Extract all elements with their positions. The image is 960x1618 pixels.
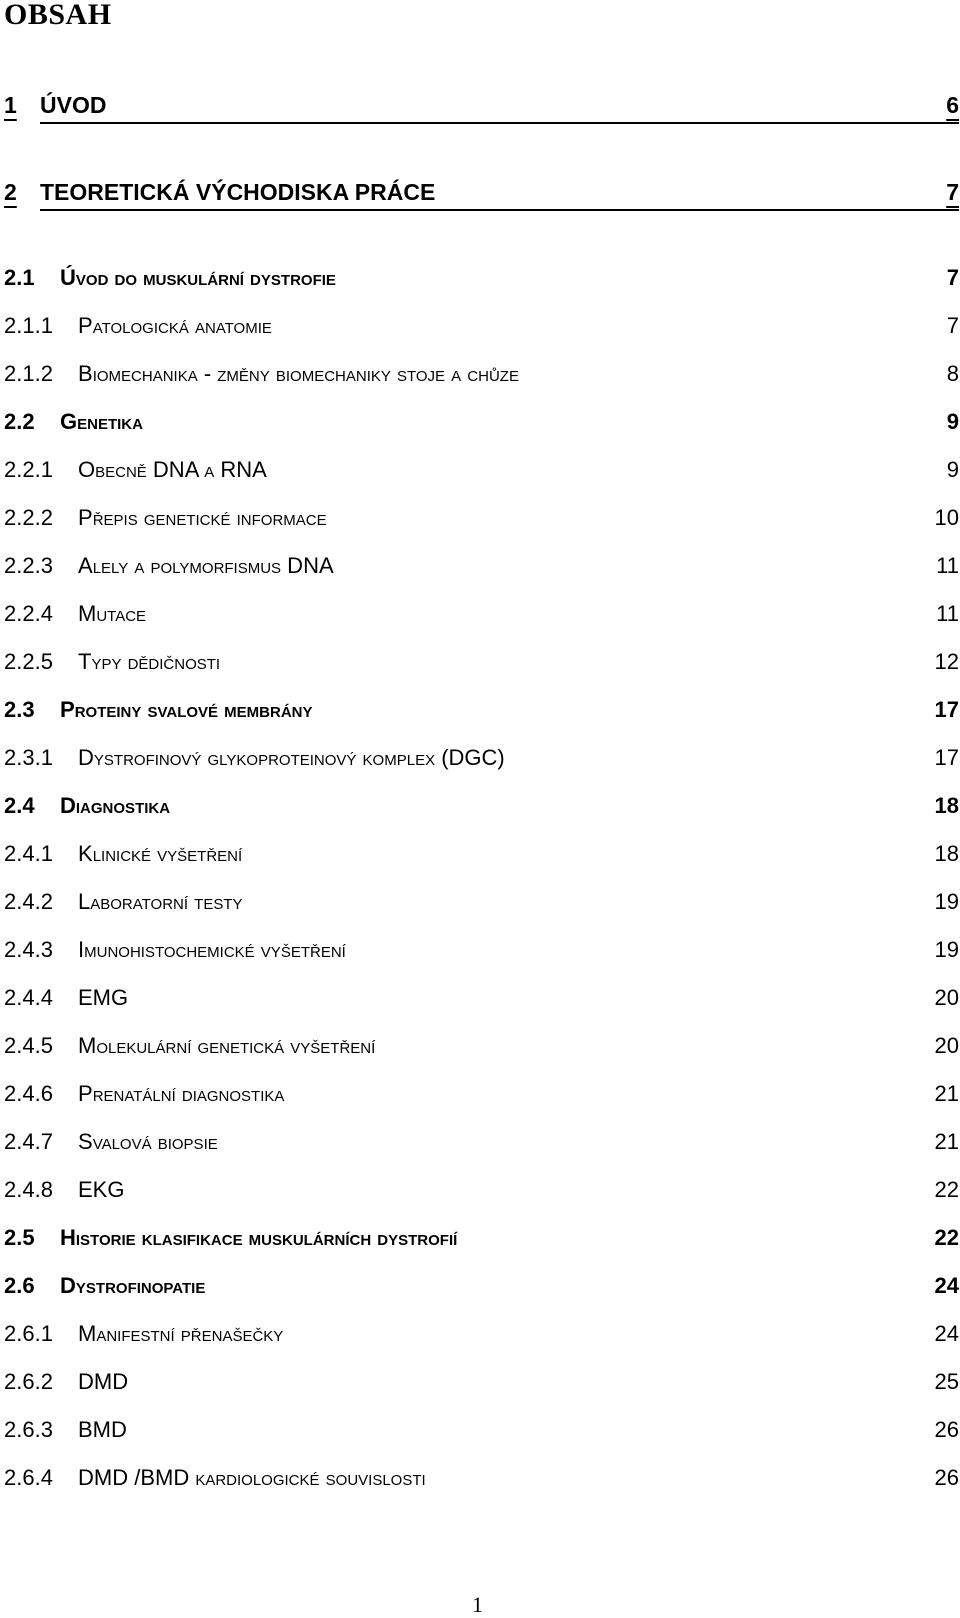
toc-title: Mutace: [78, 601, 147, 626]
toc-title: Patologická anatomie: [78, 313, 272, 338]
toc-number: 2.4.6: [4, 1081, 53, 1106]
toc-chapter-title: ÚVOD: [40, 90, 959, 124]
toc-number: 2.6.3: [4, 1417, 53, 1442]
toc-page: 17: [934, 745, 959, 770]
toc-chapter-2[interactable]: [4, 175, 959, 211]
toc-number: 2.5: [4, 1225, 35, 1250]
toc-section-2-4[interactable]: [4, 791, 959, 821]
toc-title: Dystrofinový glykoproteinový komplex (DGC): [78, 745, 505, 770]
toc-title: EKG: [78, 1177, 125, 1202]
toc-number: 2.1.2: [4, 361, 53, 386]
toc-title: Přepis genetické informace: [78, 505, 327, 530]
toc-number: 2.4.8: [4, 1177, 53, 1202]
toc-title: Alely a polymorfismus DNA: [78, 553, 334, 578]
toc-subsection-2-4-6[interactable]: [4, 1079, 959, 1109]
toc-number: 2.2.4: [4, 601, 53, 626]
toc-page: 24: [934, 1273, 959, 1298]
toc-title: Biomechanika - změny biomechaniky stoje a chůze: [78, 361, 519, 386]
toc-title: Dystrofinopatie: [60, 1273, 206, 1298]
toc-title: Historie klasifikace muskulárních dystrofií: [60, 1225, 458, 1250]
toc-number: 2.6.4: [4, 1465, 53, 1490]
toc-title: Úvod do muskulární dystrofie: [60, 265, 336, 290]
toc-number: 2.2.3: [4, 553, 53, 578]
toc-section-2-2[interactable]: [4, 407, 959, 437]
toc-page: 12: [934, 649, 959, 674]
toc-page: 25: [934, 1369, 959, 1394]
toc-page: 9: [946, 457, 959, 482]
toc-title: Obecně DNA a RNA: [78, 457, 267, 482]
toc-page: 21: [934, 1081, 959, 1106]
toc-number: 2.6.2: [4, 1369, 53, 1394]
toc-number: 2.1: [4, 265, 35, 290]
toc-number: 2.6: [4, 1273, 35, 1298]
toc-number: 2.2: [4, 409, 35, 434]
toc-subsection-2-4-3[interactable]: [4, 935, 959, 965]
toc-subsection-2-6-2[interactable]: [4, 1367, 959, 1397]
toc-page: 11: [936, 553, 959, 578]
toc-subsection-2-2-2[interactable]: [4, 503, 959, 533]
toc-number: 2.6.1: [4, 1321, 53, 1346]
toc-number: 2.2.2: [4, 505, 53, 530]
toc-section-2-5[interactable]: [4, 1223, 959, 1253]
toc-number: 2.4.1: [4, 841, 53, 866]
toc-number: 2.4.4: [4, 985, 53, 1010]
toc-page: 19: [934, 937, 959, 962]
toc-title: Laboratorní testy: [78, 889, 243, 914]
toc-page: 22: [934, 1225, 959, 1250]
toc-subsection-2-3-1[interactable]: [4, 743, 959, 773]
toc-title: Diagnostika: [60, 793, 171, 818]
toc-page: 17: [934, 697, 959, 722]
toc-page: 18: [934, 793, 959, 818]
toc-number: 2.4.5: [4, 1033, 53, 1058]
toc-subsection-2-4-1[interactable]: [4, 839, 959, 869]
toc-title: DMD: [78, 1369, 129, 1394]
toc-subsection-2-6-3[interactable]: [4, 1415, 959, 1445]
toc-title: Klinické vyšetření: [78, 841, 243, 866]
toc-subsection-2-6-4[interactable]: [4, 1463, 959, 1493]
toc-title: Manifestní přenašečky: [78, 1321, 284, 1346]
toc-page: 7: [946, 265, 959, 290]
toc-subsection-2-2-4[interactable]: [4, 599, 959, 629]
toc-page: 11: [936, 601, 959, 626]
page-title: OBSAH: [4, 0, 112, 31]
toc-title: Proteiny svalové membrány: [60, 697, 313, 722]
toc-title: EMG: [78, 985, 129, 1010]
toc-number: 2.3: [4, 697, 35, 722]
toc-subsection-2-4-5[interactable]: [4, 1031, 959, 1061]
page-number: 1: [472, 1592, 483, 1617]
toc-page: 10: [934, 505, 959, 530]
toc-page: 8: [946, 361, 959, 386]
toc-page: 20: [934, 1033, 959, 1058]
toc-number: 2.1.1: [4, 313, 53, 338]
toc-page: 9: [946, 409, 959, 434]
toc-page: 21: [934, 1129, 959, 1154]
toc-subsection-2-2-1[interactable]: [4, 455, 959, 485]
toc-subsection-2-6-1[interactable]: [4, 1319, 959, 1349]
toc-chapter-title: TEORETICKÁ VÝCHODISKA PRÁCE: [40, 177, 959, 211]
toc-subsection-2-2-5[interactable]: [4, 647, 959, 677]
toc-section-2-1[interactable]: [4, 263, 959, 293]
toc-subsection-2-4-4[interactable]: [4, 983, 959, 1013]
toc-title: DMD /BMD kardiologické souvislosti: [78, 1465, 426, 1490]
toc-number: 2.4.3: [4, 937, 53, 962]
toc-chapter-number: 1: [4, 92, 17, 118]
toc-section-2-6[interactable]: [4, 1271, 959, 1301]
toc-page: 26: [934, 1465, 959, 1490]
toc-page: 19: [934, 889, 959, 914]
toc-number: 2.4: [4, 793, 35, 818]
toc-page: 24: [934, 1321, 959, 1346]
toc-title: BMD: [78, 1417, 127, 1442]
toc-title: Genetika: [60, 409, 143, 434]
toc-chapter-number: 2: [4, 179, 17, 205]
toc-title: Molekulární genetická vyšetření: [78, 1033, 376, 1058]
toc-section-2-3[interactable]: [4, 695, 959, 725]
toc-subsection-2-4-8[interactable]: [4, 1175, 959, 1205]
toc-page: 22: [934, 1177, 959, 1202]
toc-chapter-1[interactable]: [4, 88, 959, 124]
toc-number: 2.4.7: [4, 1129, 53, 1154]
toc-subsection-2-1-2[interactable]: [4, 359, 959, 389]
toc-chapter-page: 6: [946, 92, 959, 118]
toc-number: 2.2.5: [4, 649, 53, 674]
toc-subsection-2-4-2[interactable]: [4, 887, 959, 917]
toc-number: 2.3.1: [4, 745, 53, 770]
toc-page: 20: [934, 985, 959, 1010]
toc-number: 2.2.1: [4, 457, 53, 482]
toc-chapter-page: 7: [946, 179, 959, 205]
toc-title: Typy dědičnosti: [78, 649, 221, 674]
toc-subsection-2-4-7[interactable]: [4, 1127, 959, 1157]
toc-title: Prenatální diagnostika: [78, 1081, 285, 1106]
toc-number: 2.4.2: [4, 889, 53, 914]
toc-title: Imunohistochemické vyšetření: [78, 937, 346, 962]
toc-subsection-2-2-3[interactable]: [4, 551, 959, 581]
toc-page: 18: [934, 841, 959, 866]
toc-page: 7: [946, 313, 959, 338]
toc-page: 26: [934, 1417, 959, 1442]
toc-title: Svalová biopsie: [78, 1129, 218, 1154]
toc-subsection-2-1-1[interactable]: [4, 311, 959, 341]
